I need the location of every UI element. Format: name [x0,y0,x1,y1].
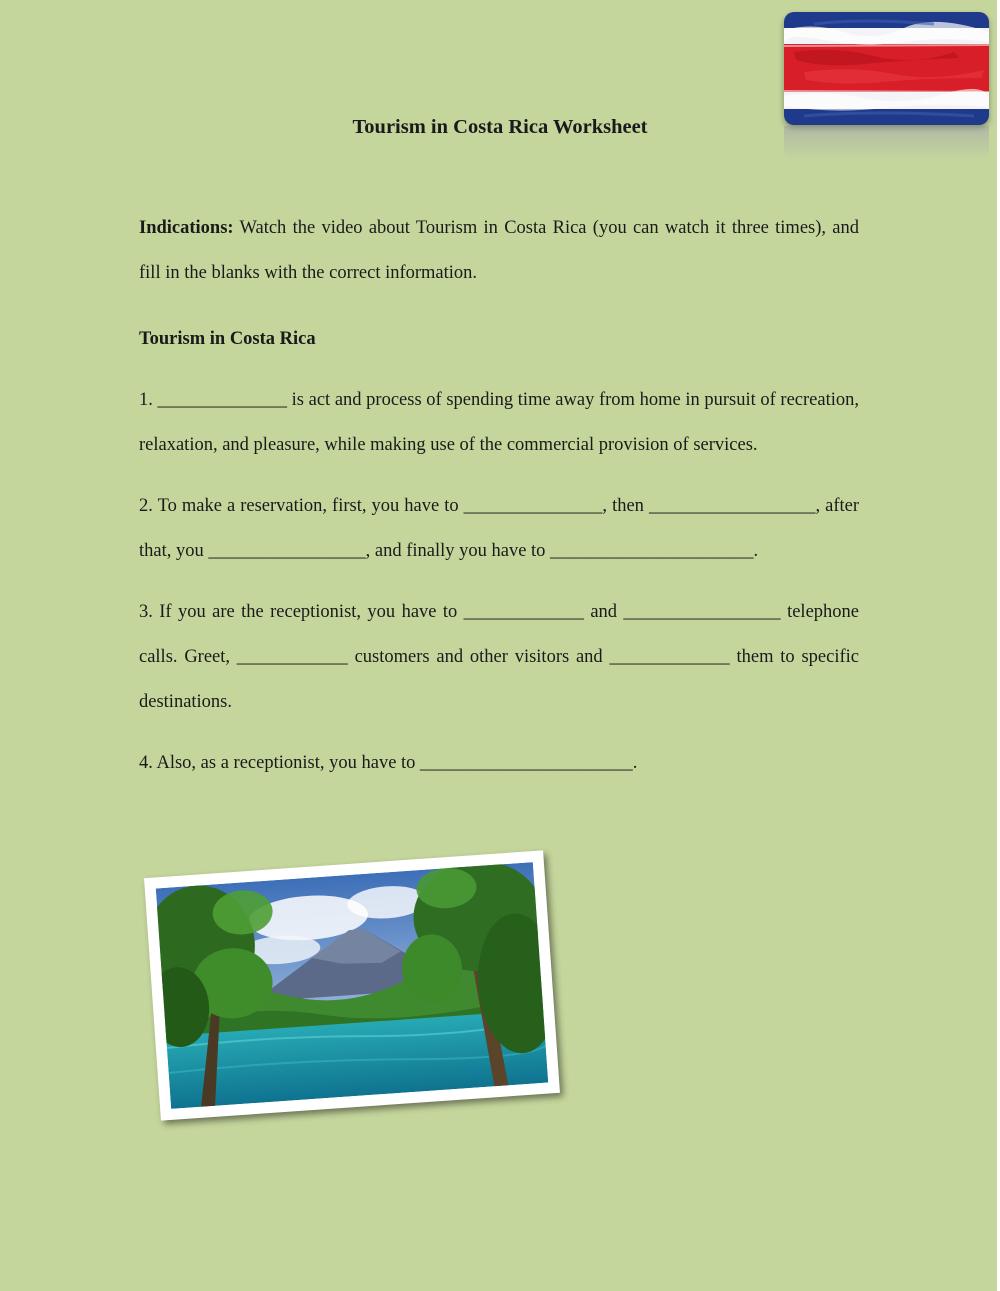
worksheet-title: Tourism in Costa Rica Worksheet [352,116,648,138]
question-3: 3. If you are the receptionist, you have to _____________ and _________________ telephone calls. Greet, ____________ customers and other visitors and _____________ them to specific destinations. [139,602,859,712]
section-heading: Tourism in Costa Rica [139,329,316,349]
question-2: 2. To make a reservation, first, you have to _______________, then __________________, after that, you _________________, and finally you have to ______________________. [139,496,859,561]
indications-label: Indications: [139,218,234,238]
costa-rica-lake-photo [144,850,560,1120]
question-1: 1. ______________ is act and process of spending time away from home in pursuit of recreation, relaxation, and pleasure, while making use of the commercial provision of services. [139,390,859,455]
indications-paragraph [139,206,859,296]
question-4: 4. Also, as a receptionist, you have to _______________________. [139,753,638,773]
worksheet-content [139,206,859,786]
costa-rica-flag-image [784,12,989,125]
indications-text: Watch the video about Tourism in Costa Rica (you can watch it three times), and fill in the blanks with the correct information. [139,218,859,283]
